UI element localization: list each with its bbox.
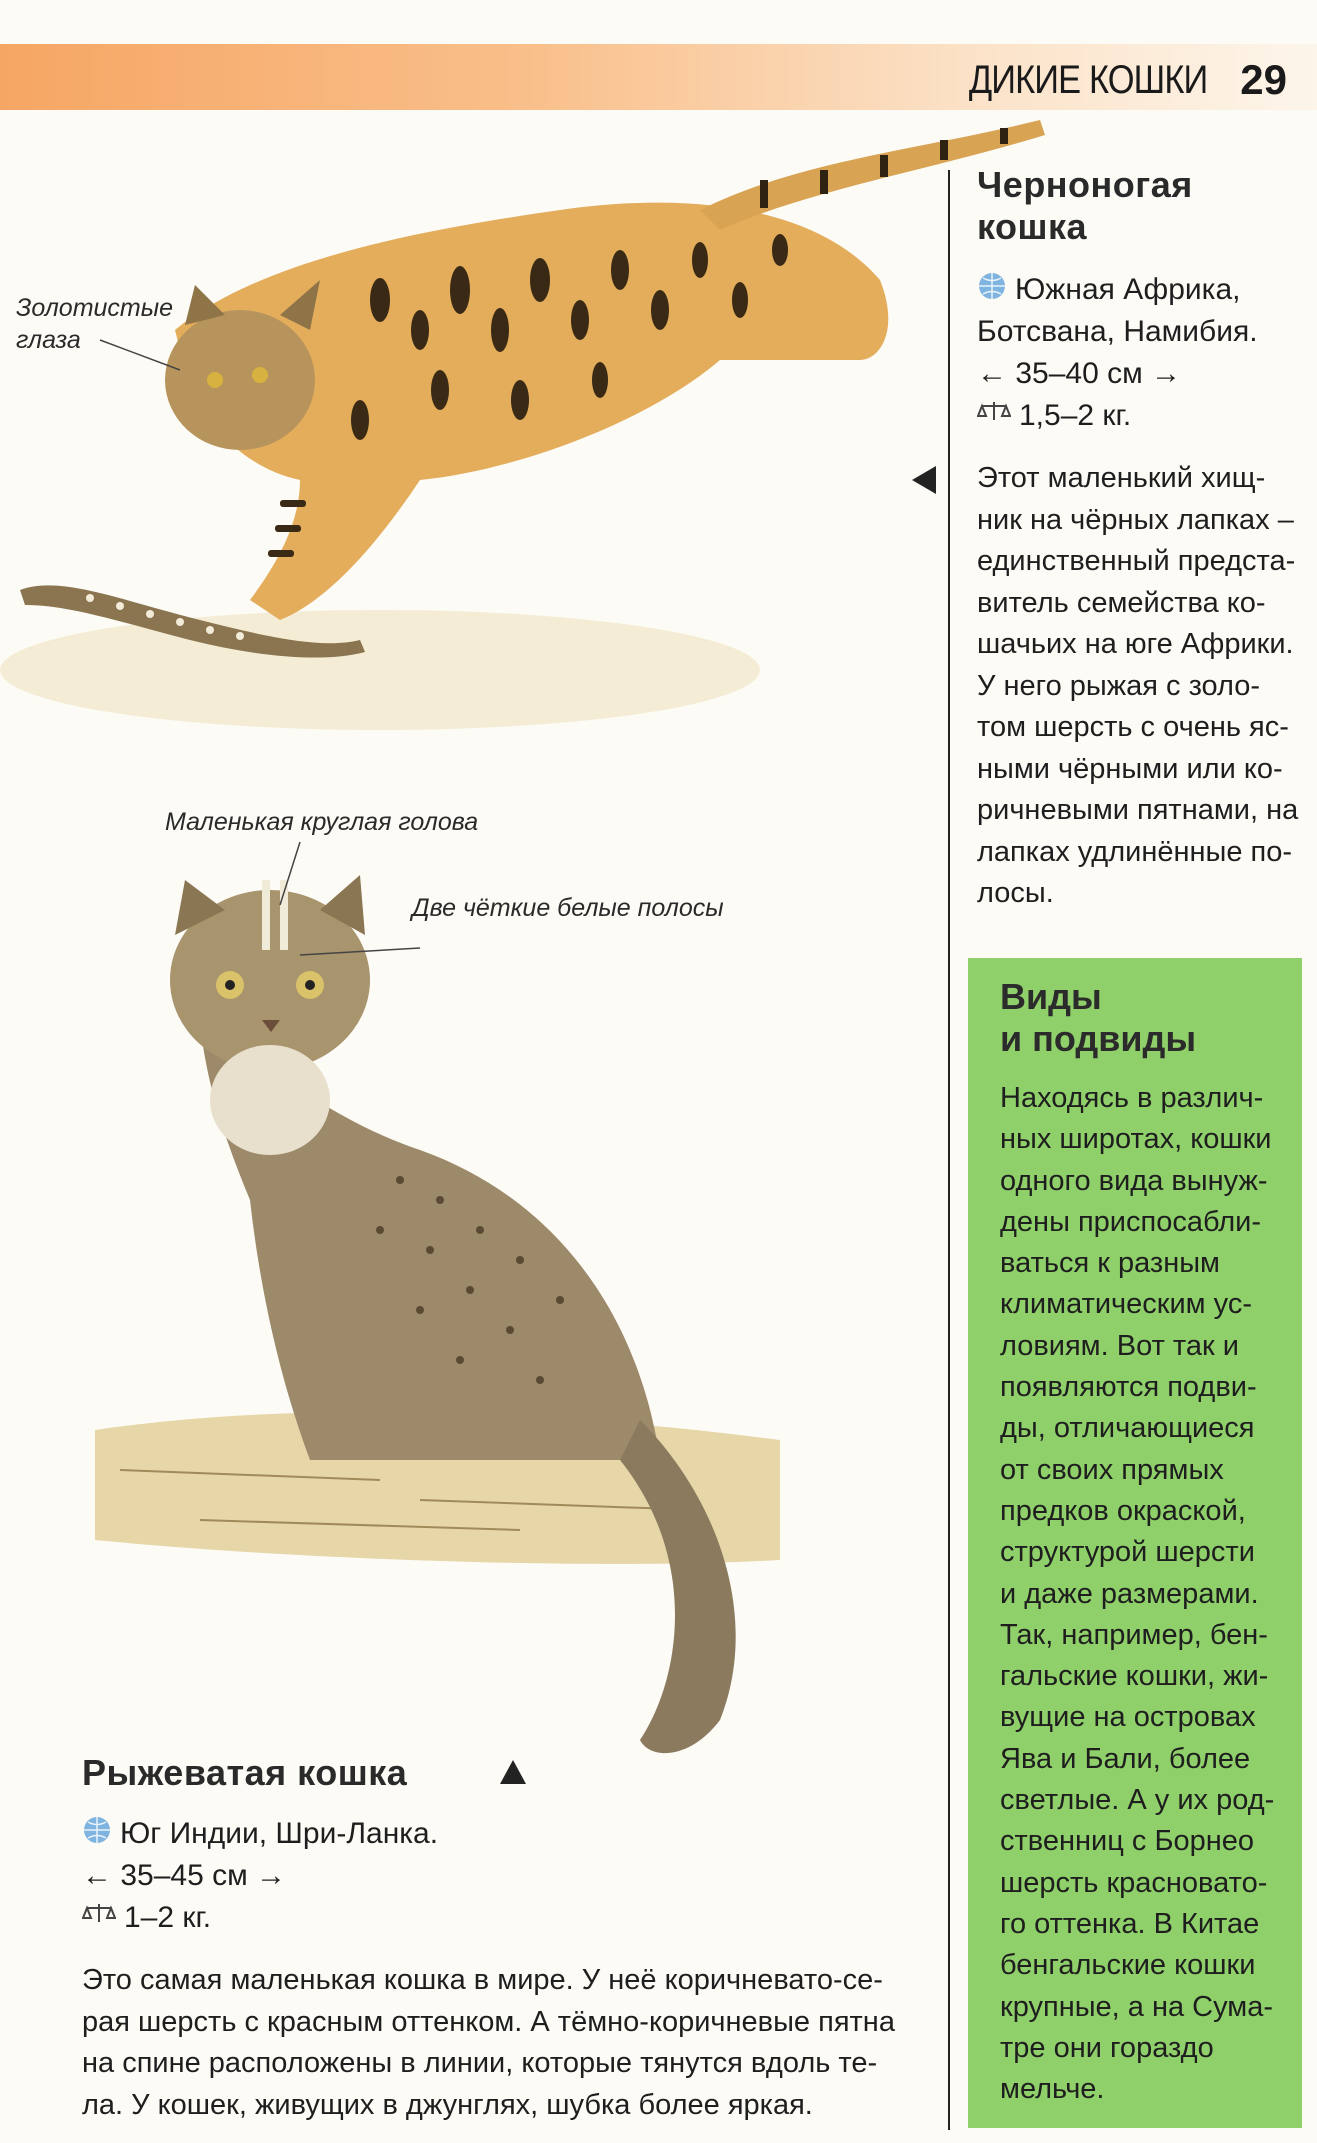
sidebar-title-line2: и подвиды <box>1000 1018 1197 1059</box>
length-black-footed: ← 35–40 см → <box>977 357 1182 390</box>
sidebar-title <box>1000 976 1196 1060</box>
length-rusty: ← 35–45 см → <box>82 1859 287 1892</box>
species-title-rusty: Рыжеватая кошка <box>82 1752 408 1793</box>
scales-icon <box>82 1899 116 1939</box>
range-text: Юг Индии, Шри-Ланка. <box>120 1817 439 1850</box>
section-title: ДИКИЕ КОШКИ <box>968 58 1207 102</box>
species-title-line1: Черноногая <box>977 164 1193 205</box>
range-rusty <box>82 1814 438 1856</box>
black-footed-cat-illustration <box>165 120 1045 620</box>
weight-rusty <box>82 1898 211 1939</box>
weight-black-footed <box>977 396 1131 437</box>
pointer-up-arrow <box>500 1760 526 1784</box>
caption-small-round-head: Маленькая круглая голова <box>165 808 479 836</box>
description-rusty: Это самая маленькая кошка в мире. У неё коричневато-се- рая шерсть с красным оттенком. А тёмно-коричневые пятна на спине расположены в линии, которые тянутся вдоль те- ла. У кошек, живущих в джунглях, шубка более яркая. <box>82 1964 895 2121</box>
species-title-black-footed <box>977 164 1193 248</box>
range-black-footed <box>977 270 1240 312</box>
page-number: 29 <box>1240 56 1287 103</box>
sidebar-box <box>968 958 1302 2128</box>
sidebar-text: Находясь в различ- ных широтах, кошки одного вида вынуж- дены приспосабли- ваться к разным климатическим ус- ловиям. Вот так и появляются подви- ды, отличающиеся от своих прямых предков окраской, структурой шерсти и даже размерами. Так, например, бен- гальские кошки, жи- вущие на островах Ява и Бали, более светлые. А у их род- ственниц с Борнео шерсть красновато- го оттенка. В Китае бенгальские кошки крупные, а на Сума- тре они гораздо мельче. <box>1000 1082 1275 2106</box>
globe-icon <box>82 1815 112 1856</box>
pointer-left-arrow <box>912 466 936 494</box>
weight-text: 1–2 кг. <box>124 1901 212 1934</box>
scales-icon <box>977 397 1011 437</box>
species-title-line2: кошка <box>977 206 1088 247</box>
column-divider <box>948 170 950 2130</box>
sidebar-title-line1: Виды <box>1000 976 1102 1017</box>
globe-icon <box>977 271 1007 312</box>
caption-golden-eyes: Золотистые глаза <box>16 294 174 354</box>
range-text: Южная Африка, <box>1015 273 1241 306</box>
ground-shadow-top <box>0 610 760 730</box>
caption-two-white-stripes: Две чёткие белые полосы <box>412 894 724 922</box>
range-black-footed-line2: Ботсвана, Намибия. <box>977 315 1258 348</box>
weight-text: 1,5–2 кг. <box>1019 399 1132 432</box>
description-black-footed: Этот маленький хищ- ник на чёрных лапках – единственный предста- витель семейства ко- шачьих на юге Африки. У него рыжая с золо- том шерсть с очень яс- ными чёрными или ко- ричневыми пятнами, на лапках удлинённые по- лосы. <box>977 462 1299 909</box>
rusty-cat-illustration <box>95 875 780 1753</box>
